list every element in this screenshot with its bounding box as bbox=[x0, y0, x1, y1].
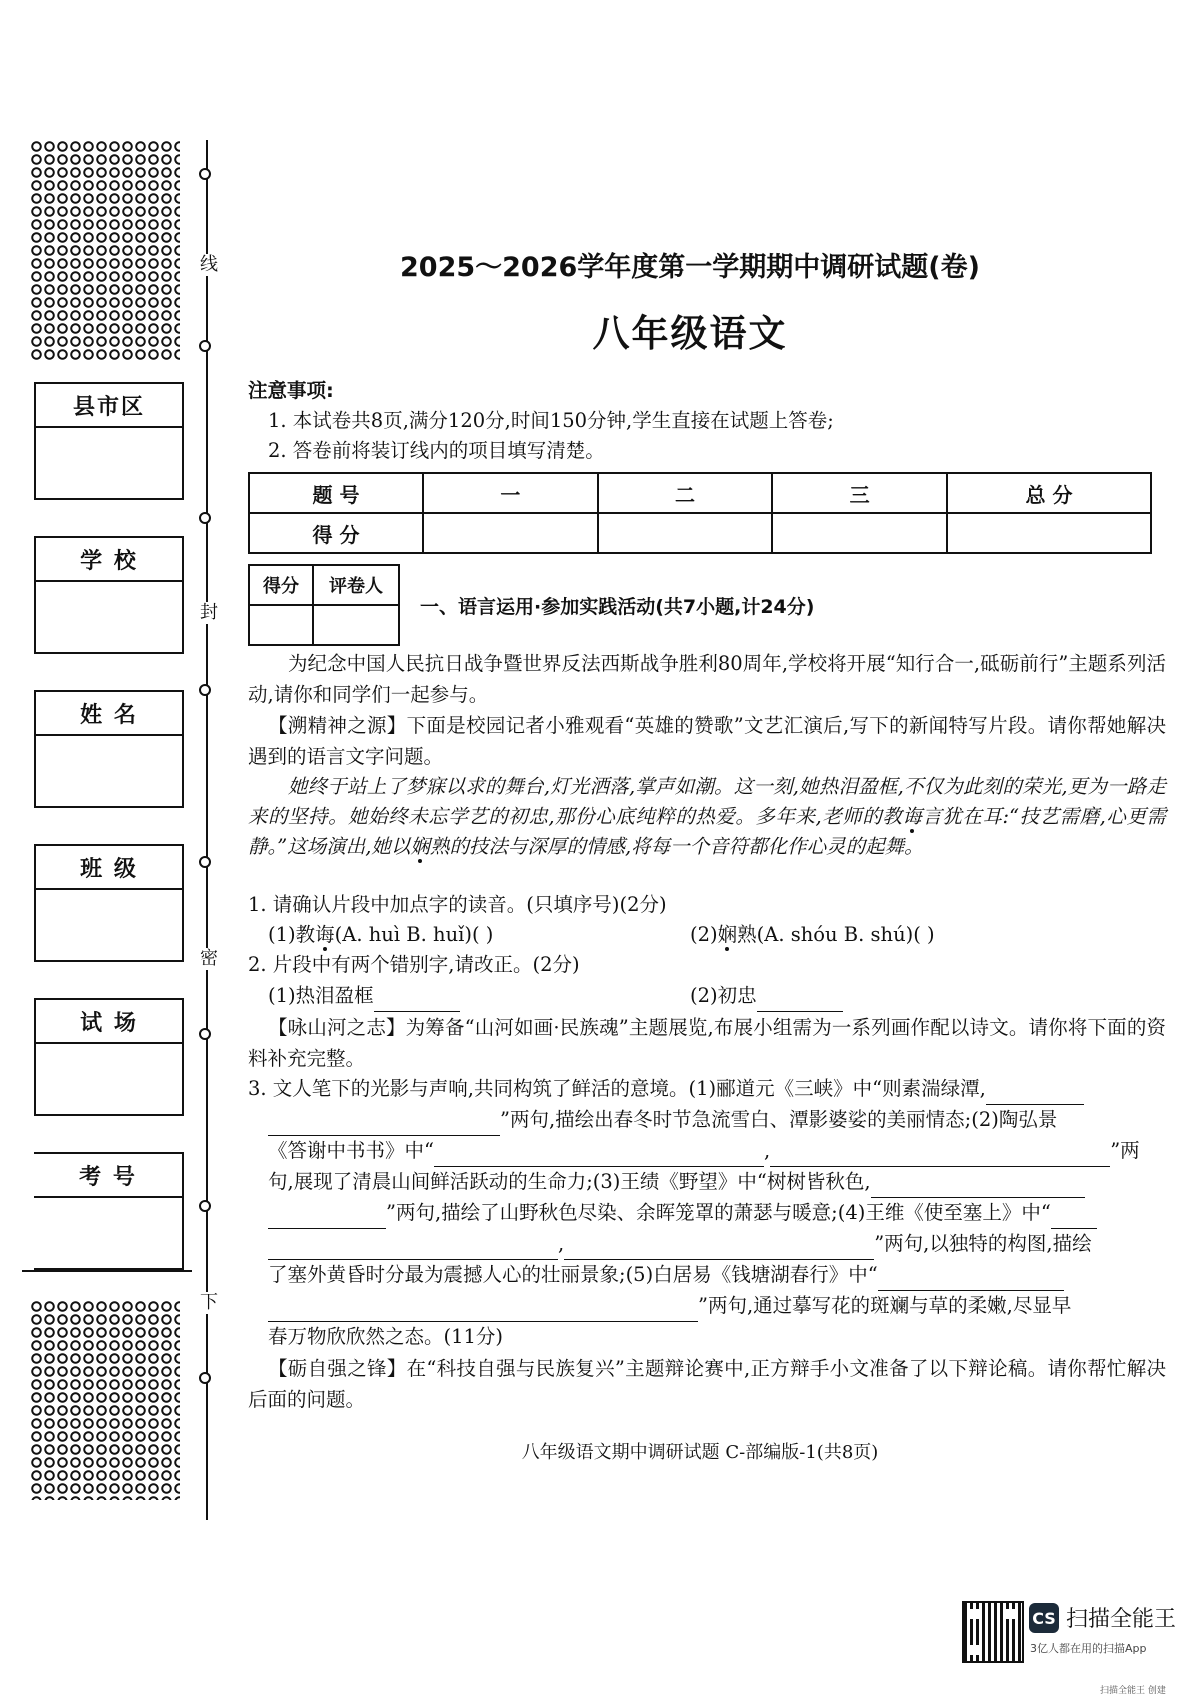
school-label: 学 校 bbox=[36, 538, 182, 582]
section-intro: 为纪念中国人民抗日战争暨世界反法西斯战争胜利80周年,学校将开展“知行合一,砥砺前行”主题系列活动,请你和同学们一起参与。 bbox=[248, 652, 1166, 706]
county-label: 县市区 bbox=[36, 384, 182, 428]
question-1b: (2)娴熟(A. shóu B. shú)( ) bbox=[690, 923, 935, 946]
score-header: 总 分 bbox=[947, 473, 1151, 513]
answer-blank[interactable] bbox=[871, 1167, 1085, 1198]
answer-blank[interactable] bbox=[1051, 1198, 1097, 1229]
decorative-dot-pattern-top bbox=[30, 140, 180, 360]
grader-cell[interactable] bbox=[313, 605, 399, 645]
score-row-label: 得 分 bbox=[249, 513, 423, 553]
notes-item: 2. 答卷前将装订线内的项目填写清楚。 bbox=[268, 439, 605, 462]
grade-score-label: 得分 bbox=[249, 565, 313, 605]
answer-blank[interactable] bbox=[986, 1074, 1084, 1105]
name-field[interactable] bbox=[34, 690, 184, 808]
camscanner-logo: CS bbox=[1029, 1603, 1059, 1633]
binding-hole bbox=[199, 1372, 211, 1384]
answer-blank[interactable] bbox=[268, 1229, 558, 1260]
answer-blank[interactable] bbox=[878, 1260, 1064, 1291]
scanner-credit: 扫描全能王 创建 bbox=[1100, 1686, 1166, 1696]
binding-char-mi: 密 bbox=[200, 948, 218, 969]
score-header: 三 bbox=[772, 473, 947, 513]
part-heading: 【溯精神之源】下面是校园记者小雅观看“英雄的赞歌”文艺汇演后,写下的新闻特写片段。请你帮她解决遇到的语言文字问题。 bbox=[248, 714, 1166, 768]
answer-blank[interactable] bbox=[770, 1136, 1110, 1167]
binding-char-xia: 下 bbox=[200, 1292, 218, 1313]
answer-blank[interactable] bbox=[434, 1136, 764, 1167]
binding-hole bbox=[199, 1200, 211, 1212]
dotted-char: 娴 bbox=[410, 835, 430, 858]
exam-room-field[interactable] bbox=[34, 998, 184, 1116]
notes-item: 1. 本试卷共8页,满分120分,时间150分钟,学生直接在试题上答卷; bbox=[268, 409, 834, 432]
class-field[interactable] bbox=[34, 844, 184, 962]
part-heading: 【砺自强之锋】在“科技自强与民族复兴”主题辩论赛中,正方辩手小文准备了以下辩论稿。请你帮忙解决后面的问题。 bbox=[248, 1357, 1166, 1411]
score-header: 一 bbox=[423, 473, 598, 513]
question-3-line: , ”两句,以独特的构图,描绘 bbox=[268, 1229, 1092, 1260]
decorative-dot-pattern-bottom bbox=[30, 1300, 180, 1500]
dotted-char: 娴 bbox=[717, 923, 738, 946]
county-field[interactable] bbox=[34, 382, 184, 500]
binding-char-xian: 线 bbox=[200, 254, 218, 275]
binding-hole bbox=[199, 512, 211, 524]
answer-blank[interactable] bbox=[564, 1229, 874, 1260]
score-cell[interactable] bbox=[598, 513, 773, 553]
score-cell[interactable] bbox=[423, 513, 598, 553]
part-heading: 【咏山河之志】为筹备“山河如画·民族魂”主题展览,布展小组需为一系列画作配以诗文。请你将下面的资料补充完整。 bbox=[248, 1016, 1166, 1070]
section-heading: 一、语言运用·参加实践活动(共7小题,计24分) bbox=[420, 596, 815, 618]
class-label: 班 级 bbox=[36, 846, 182, 890]
exam-room-label: 试 场 bbox=[36, 1000, 182, 1044]
grade-box bbox=[248, 564, 400, 646]
score-cell[interactable] bbox=[947, 513, 1151, 553]
notes-heading: 注意事项: bbox=[248, 379, 334, 402]
binding-hole bbox=[199, 1028, 211, 1040]
page-footer: 八年级语文期中调研试题 C-部编版-1(共8页) bbox=[521, 1442, 879, 1463]
answer-blank[interactable] bbox=[374, 981, 460, 1012]
grader-label: 评卷人 bbox=[313, 565, 399, 605]
exam-title: 2025～2026学年度第一学期期中调研试题(卷) bbox=[400, 252, 980, 283]
exam-number-field[interactable] bbox=[34, 1152, 184, 1270]
question-3-line: ”两句,描绘出春冬时节急流雪白、潭影婆娑的美丽情态;(2)陶弘景 bbox=[268, 1105, 1057, 1136]
question-3-line: 春万物欣欣然之态。(11分) bbox=[268, 1325, 504, 1348]
score-cell[interactable] bbox=[772, 513, 947, 553]
binding-char-feng: 封 bbox=[200, 602, 218, 623]
exam-number-label: 考 号 bbox=[34, 1154, 182, 1198]
question-3: 3. 文人笔下的光影与声响,共同构筑了鲜活的意境。(1)郦道元《三峡》中“则素湍绿潭, bbox=[248, 1074, 1084, 1105]
news-passage: 她终于站上了梦寐以求的舞台,灯光洒落,掌声如潮。这一刻,她热泪盈框,不仅为此刻的荣光,更为一路走来的坚持。她始终未忘学艺的初忠,那份心底纯粹的热爱。多年来,老师的教诲言犹在耳:“技艺需磨,心更需静。”这场演出,她以娴熟的技法与深厚的情感,将每一个音符都化作心灵的起舞。 bbox=[248, 775, 1166, 858]
answer-blank[interactable] bbox=[757, 981, 843, 1012]
binding-hole bbox=[199, 168, 211, 180]
grade-score-cell[interactable] bbox=[249, 605, 313, 645]
divider bbox=[22, 1270, 192, 1272]
school-field[interactable] bbox=[34, 536, 184, 654]
question-1: 1. 请确认片段中加点字的读音。(只填序号)(2分) bbox=[248, 893, 667, 916]
name-label: 姓 名 bbox=[36, 692, 182, 736]
scanner-tagline: 3亿人都在用的扫描App bbox=[1030, 1642, 1147, 1655]
question-3-line: ”两句,通过摹写花的斑斓与草的柔嫩,尽显早 bbox=[268, 1291, 1071, 1322]
question-2: 2. 片段中有两个错别字,请改正。(2分) bbox=[248, 953, 580, 976]
question-3-line: 句,展现了清晨山间鲜活跃动的生命力;(3)王绩《野望》中“树树皆秋色, bbox=[268, 1167, 1085, 1198]
binding-hole bbox=[199, 856, 211, 868]
question-3-line: 《答谢中书书》中“ , ”两 bbox=[268, 1136, 1140, 1167]
qr-code-icon bbox=[962, 1601, 1024, 1663]
binding-hole bbox=[199, 340, 211, 352]
score-table bbox=[248, 472, 1152, 554]
question-2b: (2)初忠 bbox=[690, 981, 843, 1012]
question-3-line: 了塞外黄昏时分最为震撼人心的壮丽景象;(5)白居易《钱塘湖春行》中“ bbox=[268, 1260, 1064, 1291]
answer-blank[interactable] bbox=[268, 1291, 698, 1322]
question-1a: (1)教诲(A. huì B. huǐ)( ) bbox=[268, 923, 494, 946]
question-3-line: ”两句,描绘了山野秋色尽染、余晖笼罩的萧瑟与暖意;(4)王维《使至塞上》中“ bbox=[268, 1198, 1097, 1229]
scanner-brand: 扫描全能王 bbox=[1066, 1607, 1177, 1632]
binding-hole bbox=[199, 684, 211, 696]
dotted-char: 诲 bbox=[315, 923, 335, 946]
exam-subject: 八年级语文 bbox=[592, 312, 788, 355]
dotted-char: 诲 bbox=[902, 805, 923, 828]
score-header: 二 bbox=[598, 473, 773, 513]
score-header: 题 号 bbox=[249, 473, 423, 513]
answer-blank[interactable] bbox=[268, 1105, 500, 1136]
answer-blank[interactable] bbox=[268, 1198, 386, 1229]
question-2a: (1)热泪盈框 bbox=[268, 981, 460, 1012]
